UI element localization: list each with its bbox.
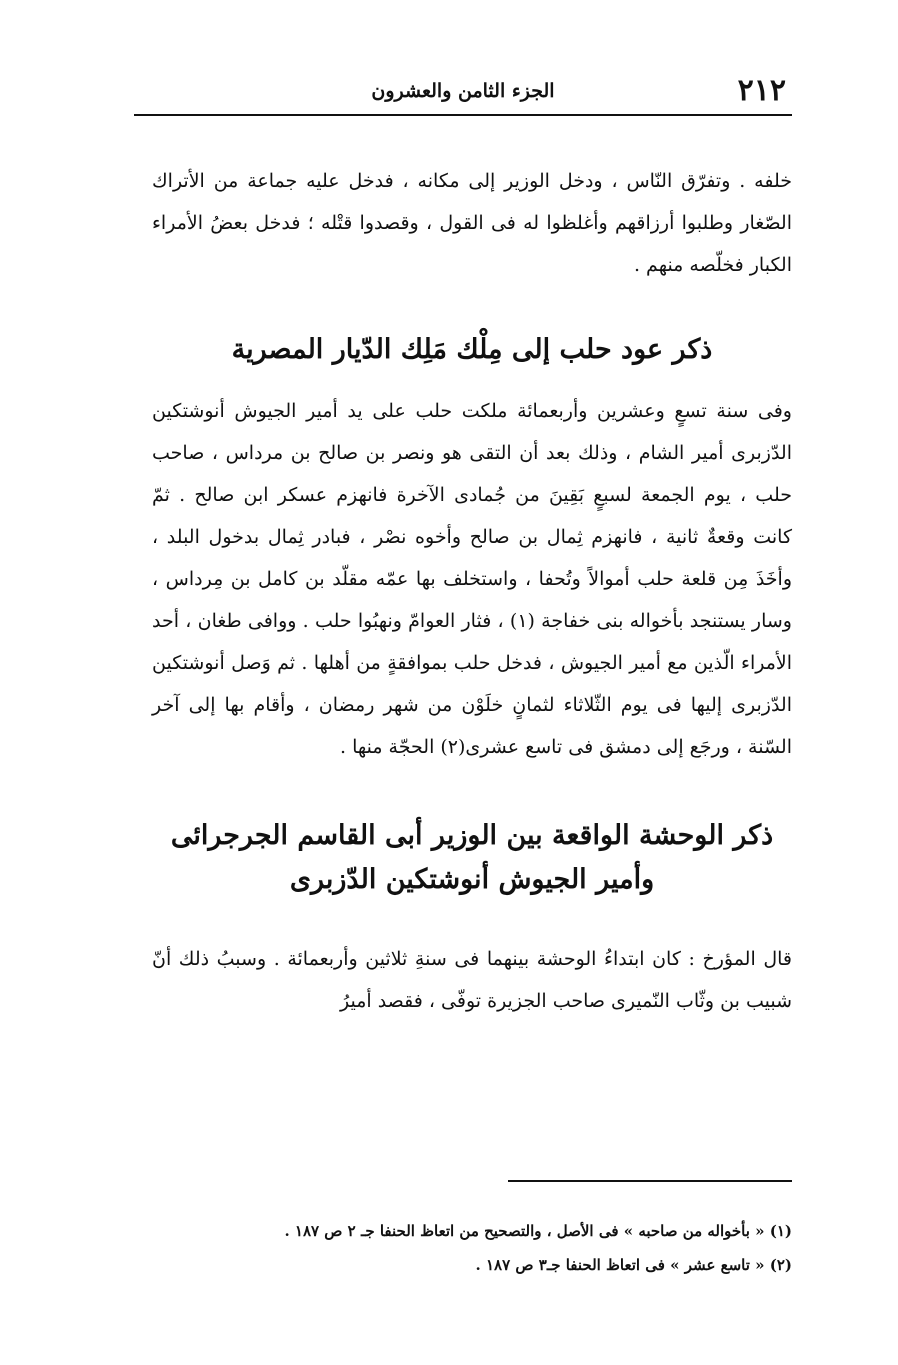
opening-paragraph: خلفه . وتفرّق النّاس ، ودخل الوزير إلى مكانه ، فدخل عليه جماعة من الأتراك الصّغار وطلبوا أرزاقهم وأغلظوا له فى القول ، وقصدوا قتْله ؛ فدخل بعضُ الأمراء الكبار فخلّصه منهم . [152,170,792,276]
section1-paragraph: وفى سنة تسعٍ وعشرين وأربعمائة ملكت حلب على يد أمير الجيوش أنوشتكين الدّزبرى أمير الشام ، وذلك بعد أن التقى هو ونصر بن صالح بن مرداس ، صاحب حلب ، يوم الجمعة لسبعٍ بَقِينَ من جُمادى الآخرة فانهزم عسكر ابن صالح . ثمّ كانت وقعةٌ ثانية ، فانهزم ثِمال بن صالح وأخوه نصْر ، فبادر ثِمال بدخول البلد ، وأخَذَ مِن قلعة حلب أموالاً وتُحفا ، واستخلف بها عمّه مقلّد بن كامل بن مِرداس ، وسار يستنجد بأخواله بنى خفاجة (١) ، فثار العوامّ ونهبُوا حلب . ووافى طغان ، أحد الأمراء الّذين مع أمير الجيوش ، فدخل حلب بموافقةٍ من أهلها . ثم وَصل أنوشتكين الدّزبرى إليها فى يوم الثّلاثاء لثمانٍ خلَوْن من شهر رمضان ، وأقام بها إلى آخر السّنة ، ورجَع إلى دمشق فى تاسع عشرى(٢) الحجّة منها . [152,400,792,758]
section2-heading [152,814,792,902]
running-title: الجزء الثامن والعشرون [371,80,555,102]
footnote-rule [508,1180,792,1182]
section2-paragraph: قال المؤرخ : كان ابتداءُ الوحشة بينهما فى سنةِ ثلاثين وأربعمائة . وسببُ ذلك أنّ شبيب بن وثّاب النّميرى صاحب الجزيرة توفّى ، فقصد أميرُ [152,948,792,1012]
section2-heading-line2: وأمير الجيوش أنوشتكين الدّزبرى [289,864,655,895]
footnote-1: (١) « بأخواله من صاحبه » فى الأصل ، والتصحيح من اتعاظ الحنفا جـ ٢ ص ١٨٧ . [284,1222,792,1240]
footnote-2: (٢) « تاسع عشر » فى اتعاظ الحنفا جـ٣ ص ١٨٧ . [475,1256,792,1274]
header-rule [134,114,792,116]
main-text [152,160,792,1022]
footnotes [152,1214,792,1282]
page-header [134,72,792,112]
section2-heading-line1: ذكر الوحشة الواقعة بين الوزير أبى القاسم الجرجرائى [170,820,774,851]
section1-heading: ذكر عود حلب إلى مِلْك مَلِك الدّيار المصرية [231,334,713,365]
page-number: ٢١٢ [737,73,786,108]
